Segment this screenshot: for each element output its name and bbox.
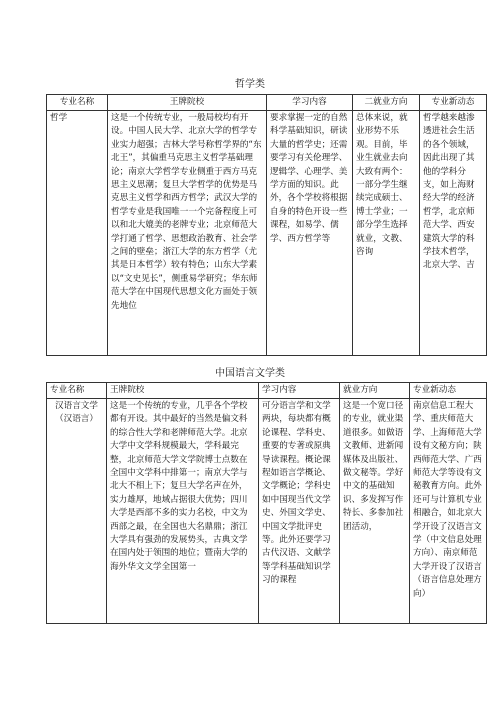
philosophy-table [46,94,487,356]
header-trends: 专业新动态 [420,95,487,111]
header-trends: 专业新动态 [410,383,487,399]
header-career: 就业方向 [340,383,410,399]
table-header-row [47,383,487,399]
table-header-row [47,95,487,111]
header-major-name: 专业名称 [47,95,108,111]
header-major-name: 专业名称 [47,383,107,399]
header-study-content: 学习内容 [267,95,353,111]
section-title-philosophy: 哲学类 [235,79,265,90]
table-row [47,111,487,356]
header-study-content: 学习内容 [259,383,340,399]
career-cell: 这是一个宽口径的专业，就业渠道很多。如做语文教师、进新闻媒体及出版社、做文秘等。学好中文的基础知识、多发挥写作特长、多参加社团活动， [340,399,410,624]
trends-cell: 哲学越来越渗透进社会生活的各个领域，因此出现了其他的学科分支，如上海财经大学的经济哲学，北京师范大学、西安建筑大学的科学技术哲学，北京大学、吉 [420,111,487,356]
top-schools-cell: 这是一个传统专业，一般局校均有开设。中国人民大学、北京大学的哲学专业实力超强；吉林大学号称哲学界的“东北王”，其偏重马克思主义哲学基础理论；南京大学哲学专业侧重于西方马克思主义思潮；复旦大学哲学的优势是马克思主义哲学和西方哲学；武汉大学的哲学专业是我国唯一一个完备程度上可以和北大媲美的老牌专业；北京师范大学打通了哲学、思想政治教育、社会学之间的壁垒；浙江大学的东方哲学（尤其是日本哲学）较有特色；山东大学素以“文史见长”，侧重易学研究；华东师范大学在中国现代思想文化方面处于领先地位 [108,111,267,356]
major-name-cell: 哲学 [47,111,108,356]
section-title-chinese-literature: 中国语言文学类 [215,368,285,379]
major-name-cell: 汉语言文学（汉语言） [47,399,107,624]
header-top-schools: 王牌院校 [107,383,259,399]
header-top-schools: 王牌院校 [108,95,267,111]
career-cell: 总体来说，就业形势不乐观。目前，毕业生就业去向大致有两个：一部分学生继续完成硕士、博士学业；一部分学生选择就业，文教、咨询 [353,111,420,356]
trends-cell: 南京信息工程大学、重庆师范大学、上海师范大学设有文秘方向；陕西师范大学、广西师范大学等设有文秘教育方向。此外还可与计算机专业相融合，如北京大学开设了汉语言文学（中文信息处理方向）、南京师范大学开设了汉语言（语言信息处理方向） [410,399,487,624]
study-content-cell: 可分语言学和文学两块，每块都有概论课程、学科史、重要的专著或原典导读课程。概论课程如语言学概论、文学概论；学科史如中国现当代文学史、外国文学史、中国文学批评史等。此外还要学习古代汉语、文献学等学科基础知识学习的课程 [259,399,340,624]
table-row [47,399,487,624]
chinese-literature-table [46,382,487,624]
study-content-cell: 要求掌握一定的自然科学基础知识，研读大量的哲学史；还需要学习有关伦理学、逻辑学、心理学、美学方面的知识。此外，各个学校将根据自身的特色开设一些课程，如易学、儒学、西方哲学等 [267,111,353,356]
header-career: 二就业方向 [353,95,420,111]
top-schools-cell: 这是一个传统的专业，几乎各个学校都有开设。其中最好的当然是偏文科的综合性大学和老牌师范大学。北京大学中文学科规模最大，学科最完整，北京师范大学文学院博士点数在全国中文学科中排第一；南京大学与北大不相上下；复旦大学名声在外，实力雄厚，地域占据很大优势；四川大学是西部不多的实力名校，中文为西部之最，在全国也大名鼎鼎；浙江大学具有强劲的发展势头，古典文学在国内处于领围的地位；暨南大学的海外华文文学全国第一 [107,399,259,624]
